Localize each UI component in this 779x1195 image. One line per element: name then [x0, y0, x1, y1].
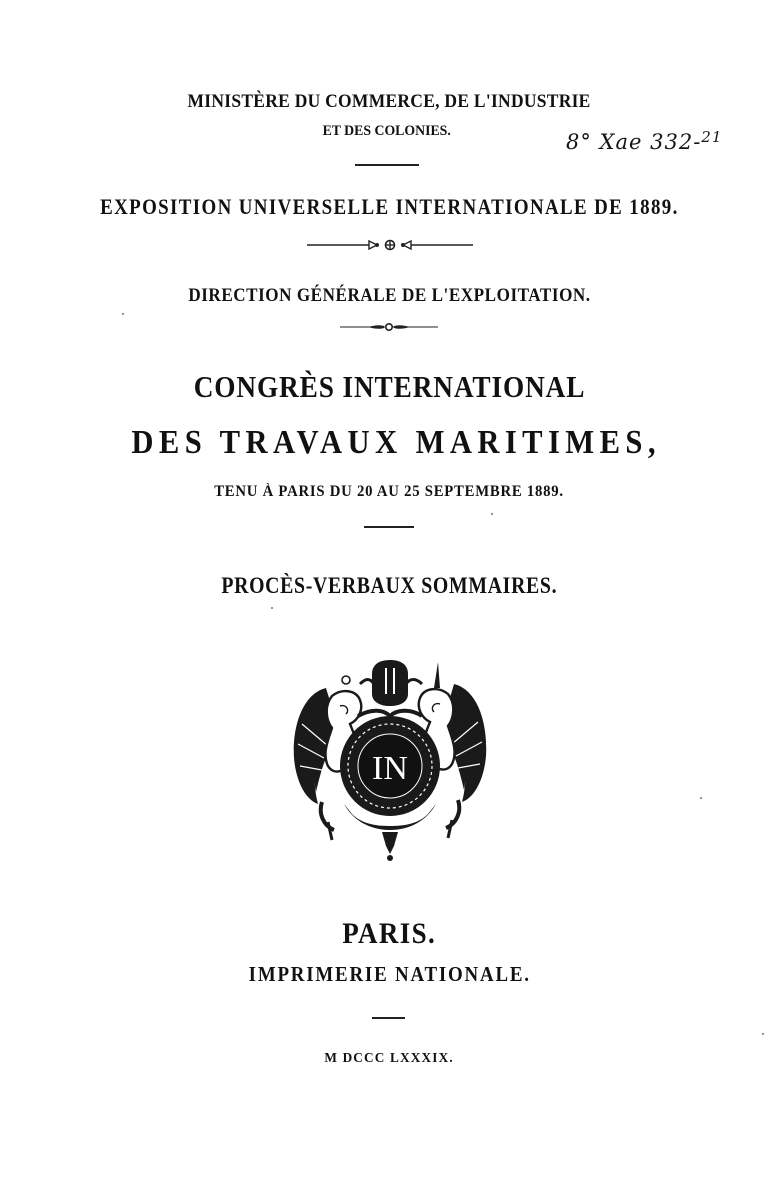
ministry-line-1: MINISTÈRE DU COMMERCE, DE L'INDUSTRIE — [187, 91, 592, 112]
imprint-publisher: IMPRIMERIE NATIONALE. — [248, 962, 531, 986]
scan-speck — [762, 1033, 764, 1035]
handwritten-shelfmark: 8° Xae 332-$^{21}$ — [566, 128, 723, 154]
exposition-title: EXPOSITION UNIVERSELLE INTERNATIONALE DE 1889. — [100, 194, 679, 219]
congress-line-2: DES TRAVAUX MARITIMES, — [131, 424, 662, 461]
scan-speck — [122, 313, 124, 315]
imprimerie-nationale-emblem-icon — [288, 654, 492, 864]
direction-title: DIRECTION GÉNÉRALE DE L'EXPLOITATION. — [188, 285, 591, 306]
scan-speck — [700, 797, 702, 799]
ornamental-divider-icon — [307, 238, 473, 252]
congress-line-1: CONGRÈS INTERNATIONAL — [193, 369, 586, 404]
congress-dates: TENU À PARIS DU 20 AU 25 SEPTEMBRE 1889. — [214, 483, 565, 500]
imprint-year: M DCCC LXXXIX. — [324, 1051, 455, 1066]
divider-rule — [372, 1017, 405, 1019]
subtitle: PROCÈS-VERBAUX SOMMAIRES. — [221, 573, 558, 598]
scan-speck — [491, 513, 493, 515]
scan-speck — [271, 607, 273, 609]
divider-rule — [364, 526, 414, 528]
imprint-city: PARIS. — [342, 917, 437, 950]
emblem-monogram: IN — [372, 750, 408, 787]
swell-rule-divider-icon — [340, 322, 438, 332]
ministry-line-2: ET DES COLONIES. — [322, 123, 451, 139]
divider-rule — [355, 164, 419, 166]
